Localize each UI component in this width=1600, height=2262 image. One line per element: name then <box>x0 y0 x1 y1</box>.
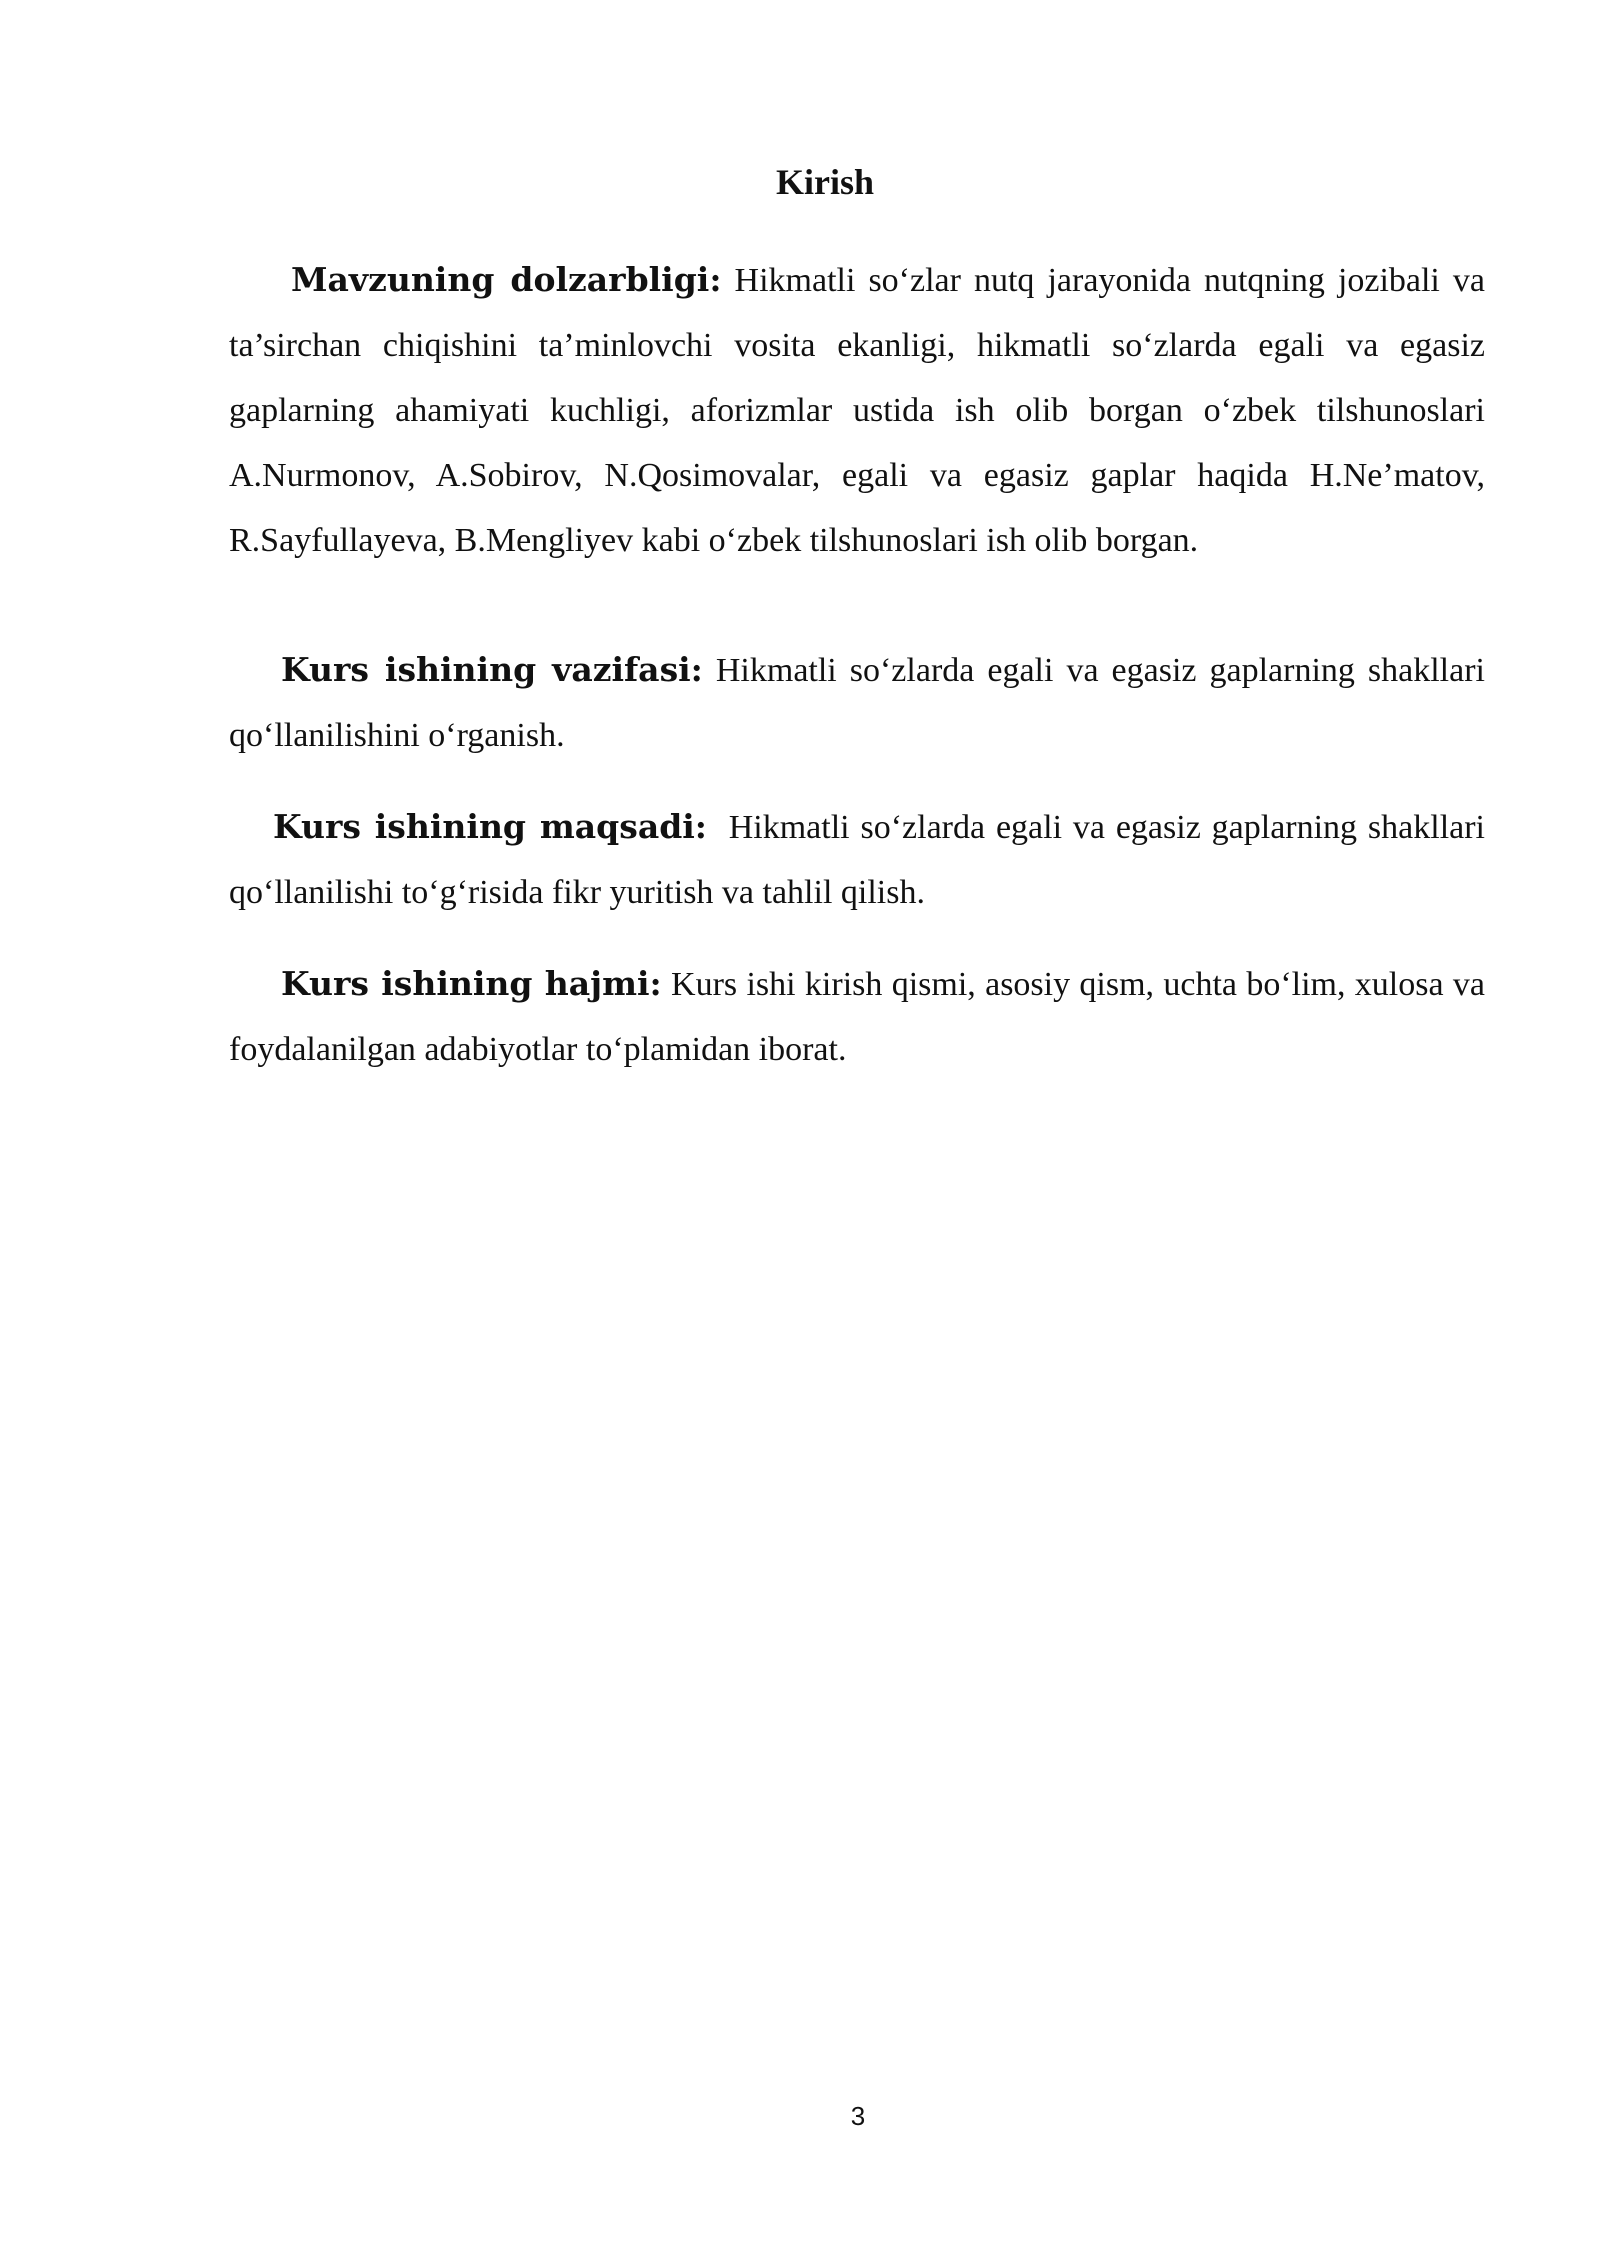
paragraph-lead: Kurs ishining hajmi: <box>281 964 662 1003</box>
paragraph-lead: Mavzuning dolzarbligi: <box>291 260 722 299</box>
paragraph-lead: Kurs ishining maqsadi: <box>273 807 707 846</box>
paragraph-lead: Kurs ishining vazifasi: <box>281 650 703 689</box>
paragraph-task <box>229 637 1485 768</box>
paragraph-text: Hikmatli so‘zlarda egali va egasiz gaplarning shakllari qo‘llanilishi to‘g‘risida fikr yuritish va tahlil qilish. <box>229 809 1494 911</box>
paragraph-text: Kurs ishi kirish qismi, asosiy qism, uchta bo‘lim, xulosa va foydalanilgan adabiyotlar to‘plamidan iborat. <box>229 966 1485 1068</box>
paragraph-text: Hikmatli so‘zlar nutq jarayonida nutqning jozibali va ta’sirchan chiqishini ta’minlovchi vosita ekanligi, hikmatli so‘zlarda egali va egasiz gaplarning ahamiyati kuchligi, aforizmlar ustida ish olib borgan o‘zbek tilshunoslari A.Nurmonov, A.Sobirov, N.Qosimovalar, egali va egasiz gaplar haqida H.Ne’matov, R.Sayfullayeva, B.Mengliyev kabi o‘zbek tilshunoslari ish olib borgan. <box>229 262 1485 559</box>
paragraph-relevance <box>229 247 1485 573</box>
paragraph-scope <box>229 951 1485 1082</box>
page-title: Kirish <box>775 162 874 202</box>
page-number: 3 <box>850 2101 866 2131</box>
paragraph-goal <box>229 794 1494 925</box>
paragraph-text: Hikmatli so‘zlarda egali va egasiz gaplarning shakllari qo‘llanilishini o‘rganish. <box>229 652 1485 754</box>
